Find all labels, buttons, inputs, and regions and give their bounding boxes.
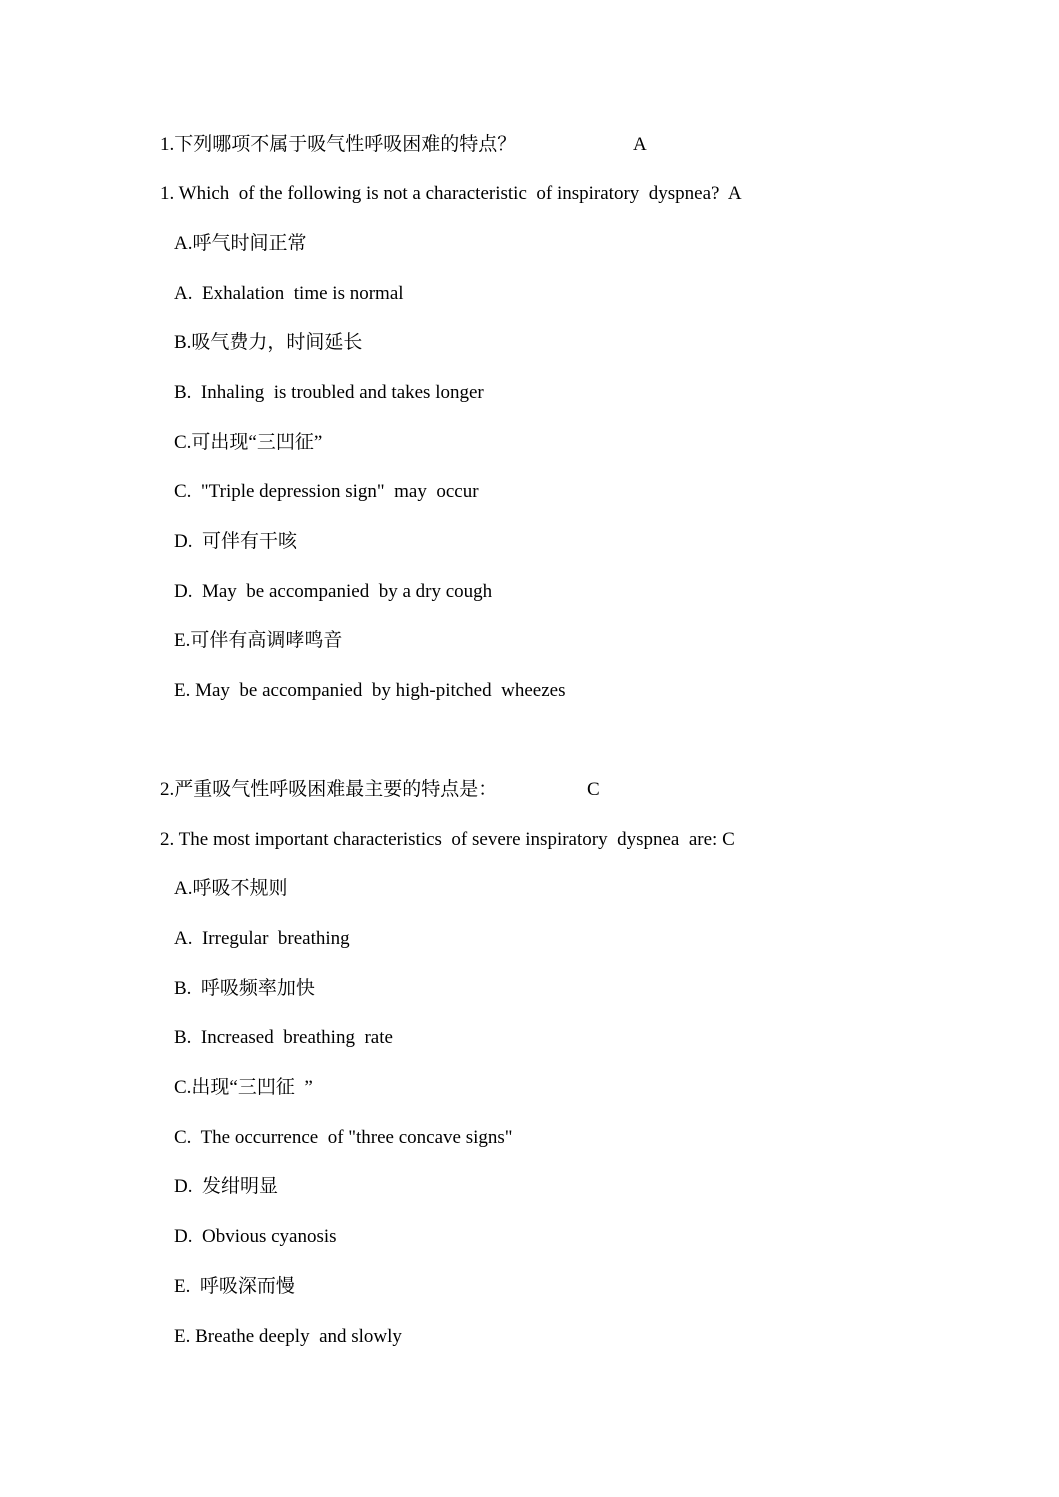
question-1-option-e-zh: E.可伴有高调哮鸣音	[174, 630, 343, 651]
question-2-option-d-en: D. Obvious cyanosis	[174, 1226, 337, 1247]
question-1-answer-zh: A	[633, 134, 647, 155]
question-2-option-b-zh: B. 呼吸频率加快	[174, 978, 315, 999]
question-1-stem-zh: 1.下列哪项不属于吸气性呼吸困难的特点？	[160, 134, 517, 155]
question-1-option-a-en: A. Exhalation time is normal	[174, 283, 404, 304]
question-2-stem-en: 2. The most important characteristics of severe inspiratory dyspnea are: C	[160, 829, 735, 850]
question-1-option-d-zh: D. 可伴有干咳	[174, 531, 297, 552]
question-2-option-a-en: A. Irregular breathing	[174, 928, 350, 949]
question-2-option-c-en: C. The occurrence of "three concave signs"	[174, 1127, 513, 1148]
question-2-option-e-zh: E. 呼吸深而慢	[174, 1276, 295, 1297]
question-1-stem-en: 1. Which of the following is not a characteristic of inspiratory dyspnea? A	[160, 183, 742, 204]
question-1-option-c-zh: C.可出现“三凹征”	[174, 432, 323, 453]
question-1-option-d-en: D. May be accompanied by a dry cough	[174, 581, 493, 602]
question-1-option-b-zh: B.吸气费力，时间延长	[174, 332, 363, 353]
question-2-option-e-en: E. Breathe deeply and slowly	[174, 1326, 402, 1347]
question-1-option-e-en: E. May be accompanied by high-pitched wheezes	[174, 680, 566, 701]
question-1-option-a-zh: A.呼气时间正常	[174, 233, 307, 254]
question-2-option-b-en: B. Increased breathing rate	[174, 1027, 393, 1048]
question-2-stem-zh: 2.严重吸气性呼吸困难最主要的特点是：	[160, 779, 498, 800]
question-2-answer-zh: C	[587, 779, 600, 800]
question-1-option-b-en: B. Inhaling is troubled and takes longer	[174, 382, 484, 403]
question-2-option-a-zh: A.呼吸不规则	[174, 878, 288, 899]
question-1-option-c-en: C. "Triple depression sign" may occur	[174, 481, 479, 502]
question-2-option-d-zh: D. 发绀明显	[174, 1176, 278, 1197]
question-2-option-c-zh: C.出现“三凹征 ”	[174, 1077, 313, 1098]
